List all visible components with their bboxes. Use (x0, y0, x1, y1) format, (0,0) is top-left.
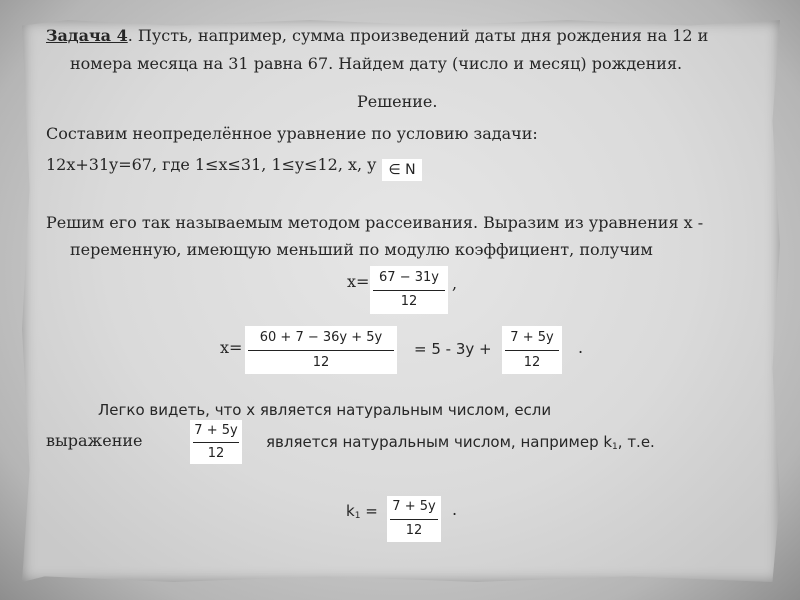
eq1-tail: , (452, 274, 458, 293)
conclusion-line-2-text: является натуральным числом, например k (266, 433, 613, 451)
eq3-numerator: 7 + 5y (392, 499, 436, 514)
eq3-equals: = (360, 502, 378, 520)
eq3-subscript: 1 (354, 511, 361, 521)
condition-numerator: 7 + 5y (194, 423, 238, 438)
problem-line-1-text: . Пусть, например, сумма произведений даты дня рождения на 12 и (127, 26, 709, 45)
eq2-fraction (245, 326, 397, 374)
eq2-numerator-2: 7 + 5y (510, 330, 554, 345)
problem-line-2: номера месяца на 31 равна 67. Найдем дату (число и месяц) рождения. (70, 54, 683, 73)
eq2-fraction-2 (502, 326, 562, 374)
eq3-denominator: 12 (405, 523, 423, 538)
eq1-denominator: 12 (400, 294, 418, 309)
eq1-fraction-bar (373, 290, 445, 291)
eq1-lhs: x= (347, 272, 370, 291)
k-subscript: 1 (612, 442, 618, 452)
eq3-fraction-bar (390, 519, 438, 520)
eq2-denominator: 12 (312, 355, 330, 370)
eq2-fraction-bar (248, 350, 394, 351)
problem-title: Задача 4 (46, 26, 128, 45)
conclusion-line-2-end: , т.е. (617, 433, 655, 451)
eq2-fraction-2-bar (505, 350, 559, 351)
solution-heading: Решение. (357, 92, 438, 111)
eq2-tail: . (578, 338, 584, 357)
eq1-fraction (370, 266, 448, 314)
conclusion-word: выражение (46, 431, 143, 450)
conclusion-line-2 (266, 432, 655, 457)
eq2-denominator-2: 12 (523, 355, 541, 370)
condition-fraction-bar (193, 442, 239, 443)
problem-line-1 (46, 26, 708, 46)
eq3-tail: . (452, 500, 458, 519)
eq1-numerator: 67 − 31y (379, 270, 439, 285)
method-line-2: переменную, имеющую меньший по модулю коэффициент, получим (70, 240, 653, 259)
conclusion-line-1: Легко видеть, что x является натуральным числом, если (98, 401, 552, 419)
eq2-middle: = 5 - 3y + (414, 340, 492, 358)
method-line-1: Решим его так называемым методом рассеивания. Выразим из уравнения x - (46, 213, 704, 232)
eq2-lhs: x= (220, 338, 243, 357)
eq3-lhs (346, 501, 378, 526)
equation-intro: Составим неопределённое уравнение по условию задачи: (46, 124, 538, 143)
eq3-k: k (346, 502, 355, 520)
natural-numbers-symbol: ∈ N (382, 159, 422, 181)
eq3-fraction (387, 496, 441, 542)
eq2-numerator: 60 + 7 − 36y + 5y (259, 330, 383, 345)
condition-denominator: 12 (207, 446, 225, 461)
main-equation: 12x+31y=67, где 1≤x≤31, 1≤y≤12, x, y (46, 155, 377, 174)
condition-fraction (190, 420, 242, 464)
